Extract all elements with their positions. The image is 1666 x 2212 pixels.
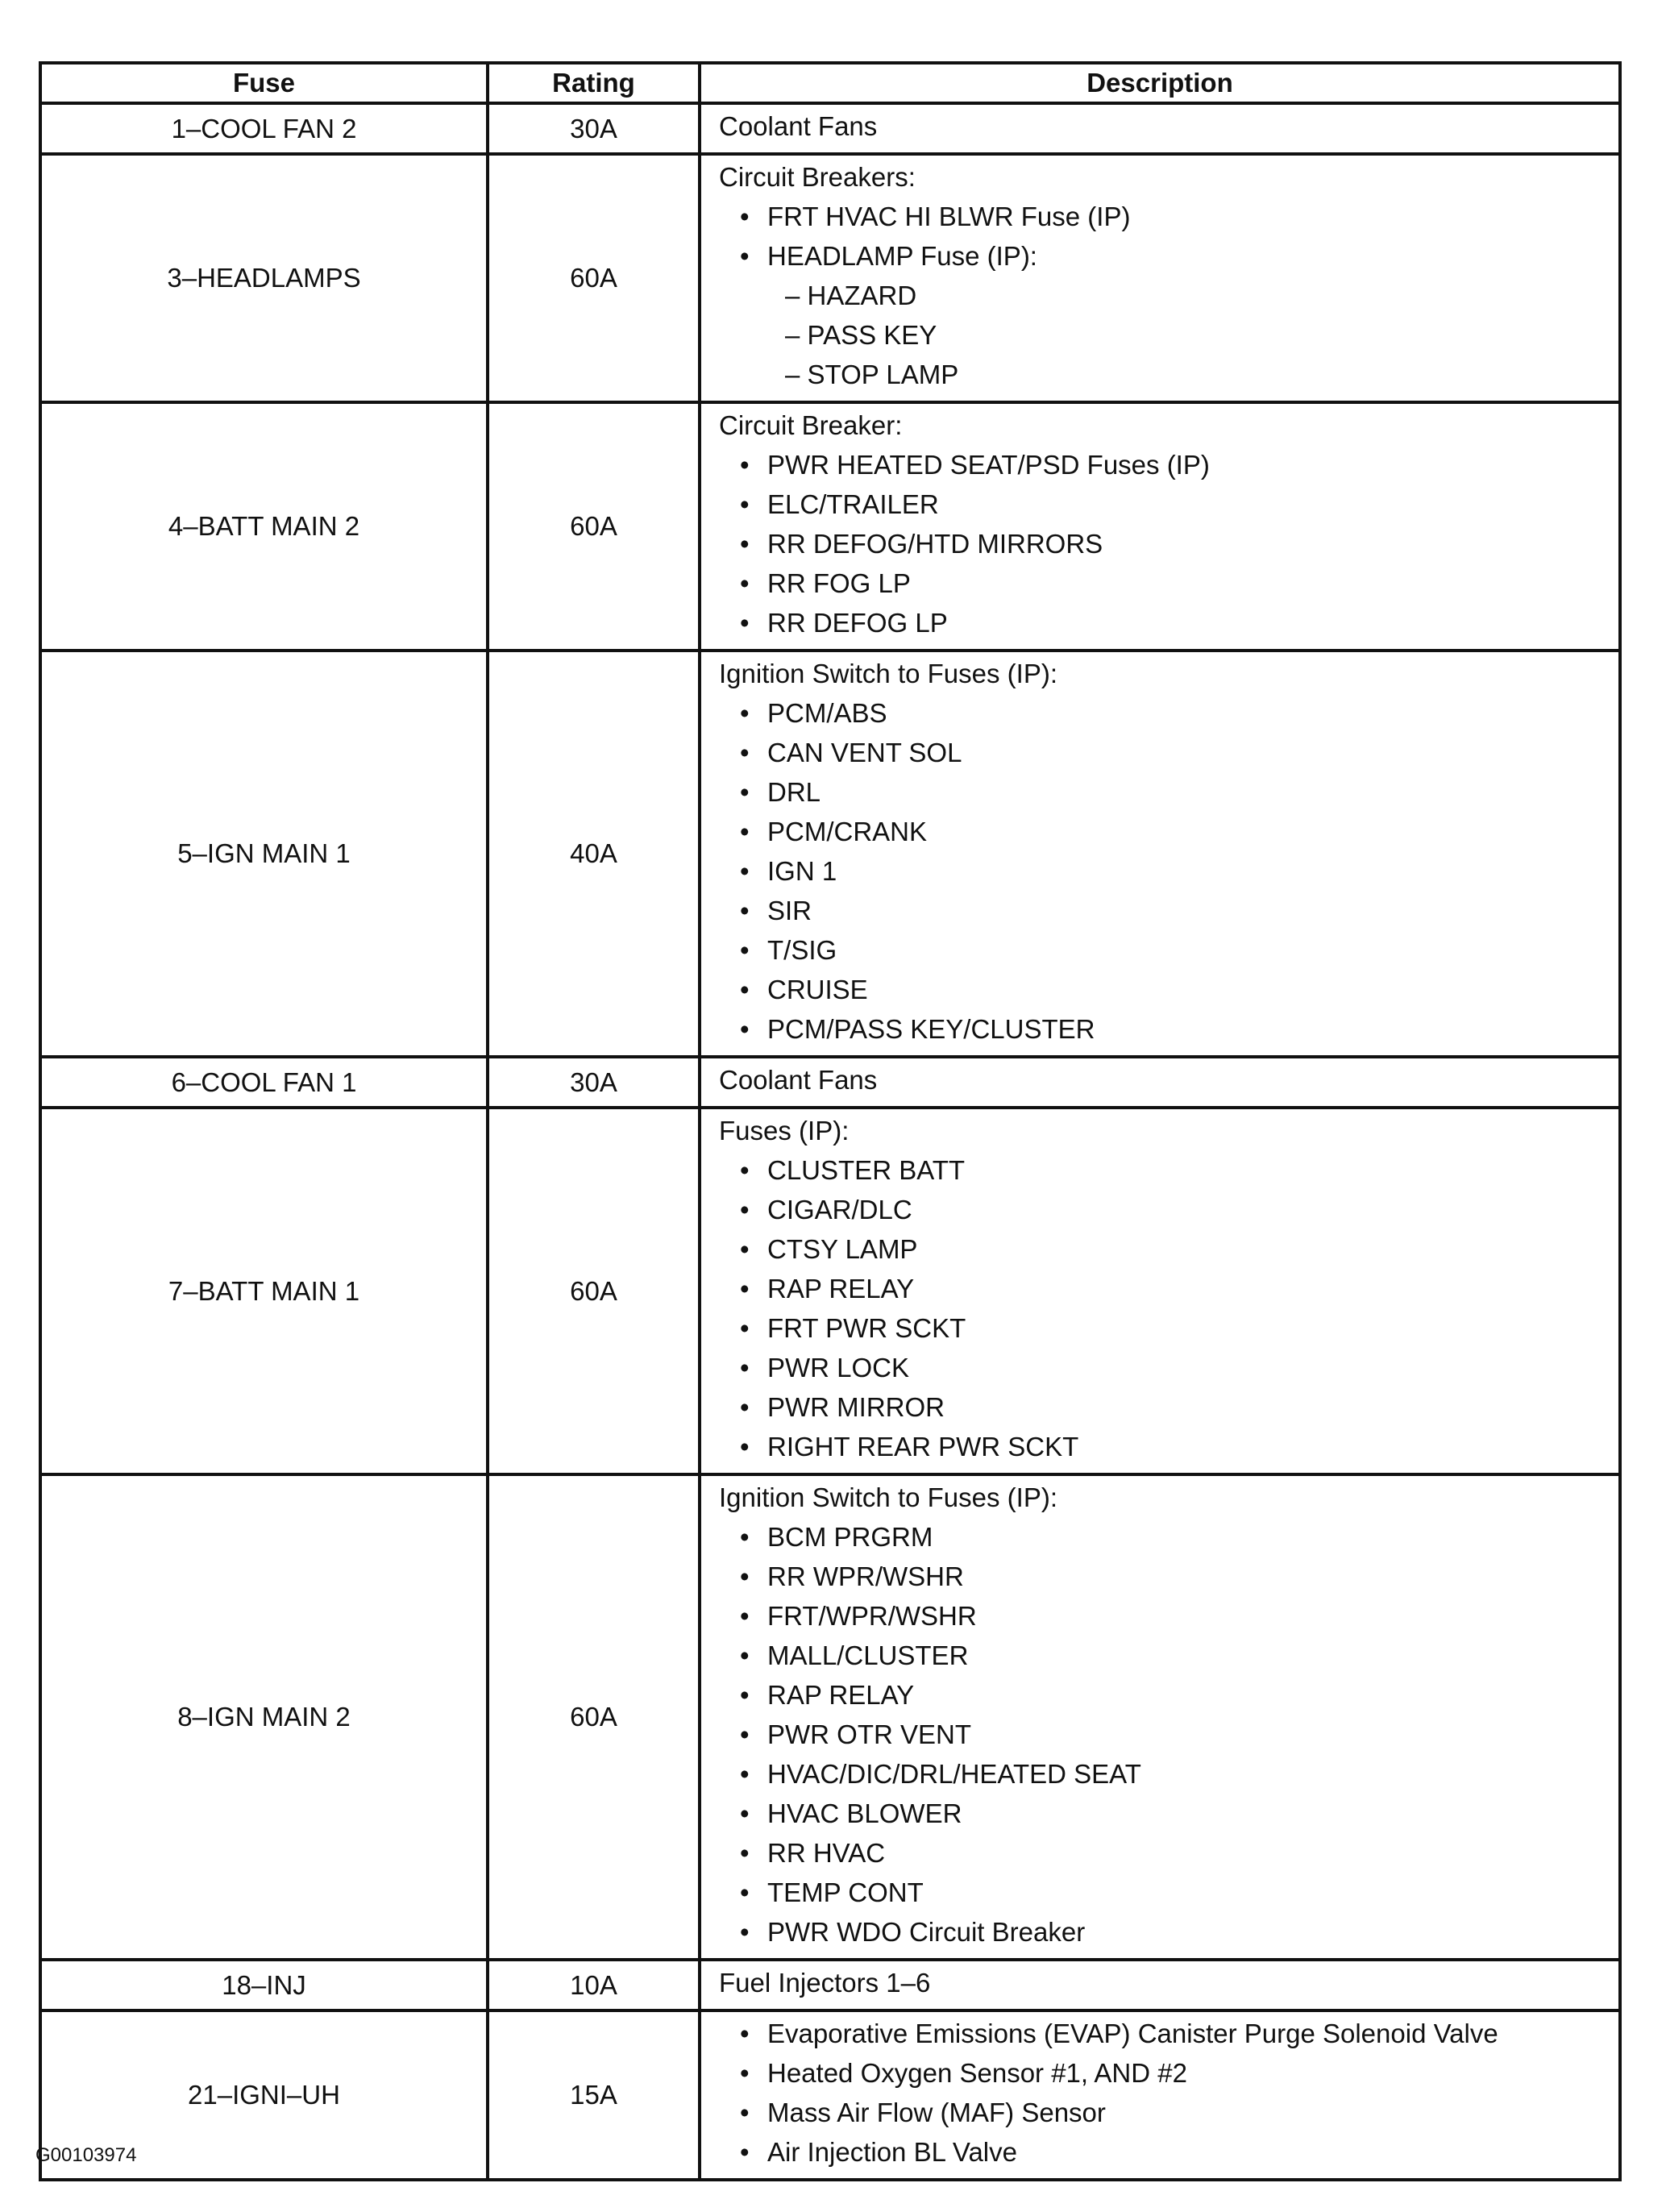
description-line-text: – PASS KEY	[785, 320, 937, 350]
description-line-text: RAP RELAY	[767, 1680, 915, 1710]
description-line-text: Coolant Fans	[719, 1065, 878, 1095]
description-line-text: HVAC/DIC/DRL/HEATED SEAT	[767, 1759, 1141, 1789]
description-line-text: CLUSTER BATT	[767, 1155, 966, 1185]
description-bullet-item	[719, 1190, 1618, 1229]
description-text	[719, 157, 1618, 197]
description-bullet-item	[719, 2053, 1618, 2093]
table-row	[40, 103, 1620, 154]
bullet-icon: •	[740, 975, 750, 1004]
description-line-text: HVAC BLOWER	[767, 1798, 962, 1828]
description-line-text: CTSY LAMP	[767, 1234, 918, 1264]
bullet-icon: •	[740, 2098, 750, 2127]
bullet-icon: •	[740, 856, 750, 886]
description-line-text: CIGAR/DLC	[767, 1195, 912, 1224]
fuse-cell: 7–BATT MAIN 1	[40, 1108, 488, 1474]
bullet-icon: •	[740, 1274, 750, 1304]
bullet-icon: •	[740, 935, 750, 965]
description-text	[719, 405, 1618, 445]
rating-cell: 60A	[488, 1474, 700, 1960]
description-bullet-item	[719, 1348, 1618, 1387]
bullet-icon: •	[740, 2058, 750, 2088]
description-line-text: PCM/CRANK	[767, 817, 928, 846]
description-bullet-item	[719, 772, 1618, 812]
bullet-icon: •	[740, 777, 750, 807]
description-bullet-item	[719, 1754, 1618, 1794]
description-bullet-item	[719, 1229, 1618, 1269]
table-row	[40, 1057, 1620, 1108]
description-bullet-item	[719, 563, 1618, 603]
bullet-icon: •	[740, 1640, 750, 1670]
bullet-icon: •	[740, 2019, 750, 2048]
bullet-icon: •	[740, 1353, 750, 1382]
bullet-icon: •	[740, 489, 750, 519]
bullet-icon: •	[740, 1877, 750, 1907]
bullet-icon: •	[740, 1522, 750, 1552]
description-line-text: Circuit Breaker:	[719, 410, 903, 440]
description-bullet-item	[719, 1517, 1618, 1557]
description-line-text: MALL/CLUSTER	[767, 1640, 969, 1670]
bullet-icon: •	[740, 698, 750, 728]
description-bullet-item	[719, 1150, 1618, 1190]
bullet-icon: •	[740, 1798, 750, 1828]
description-bullet-item	[719, 970, 1618, 1009]
bullet-icon: •	[740, 529, 750, 559]
bullet-icon: •	[740, 896, 750, 925]
description-bullet-item	[719, 693, 1618, 733]
description-line-text: SIR	[767, 896, 812, 925]
bullet-icon: •	[740, 1234, 750, 1264]
description-line-text: Fuel Injectors 1–6	[719, 1968, 931, 1998]
bullet-icon: •	[740, 1680, 750, 1710]
description-bullet-item	[719, 2014, 1618, 2053]
description-line-text: Ignition Switch to Fuses (IP):	[719, 659, 1057, 688]
description-bullet-item	[719, 2093, 1618, 2132]
bullet-icon: •	[740, 1601, 750, 1631]
bullet-icon: •	[740, 1195, 750, 1224]
description-text	[719, 1478, 1618, 1517]
bullet-icon: •	[740, 450, 750, 480]
description-bullet-item	[719, 1308, 1618, 1348]
fuse-cell: 4–BATT MAIN 2	[40, 402, 488, 651]
description-line-text: DRL	[767, 777, 821, 807]
description-bullet-item	[719, 445, 1618, 484]
description-bullet-item	[719, 1715, 1618, 1754]
table-row	[40, 2010, 1620, 2180]
description-bullet-item	[719, 812, 1618, 851]
description-bullet-item	[719, 1269, 1618, 1308]
bullet-icon: •	[740, 2137, 750, 2167]
description-line-text: Circuit Breakers:	[719, 162, 916, 192]
table-row	[40, 1108, 1620, 1474]
description-bullet-item	[719, 524, 1618, 563]
description-line-text: TEMP CONT	[767, 1877, 924, 1907]
description-bullet-item	[719, 891, 1618, 930]
table-header-row	[40, 63, 1620, 103]
description-cell	[700, 2010, 1620, 2180]
description-line-text: FRT PWR SCKT	[767, 1313, 966, 1343]
fuse-cell: 1–COOL FAN 2	[40, 103, 488, 154]
description-bullet-item	[719, 1596, 1618, 1636]
description-bullet-item	[719, 1636, 1618, 1675]
bullet-icon: •	[740, 1759, 750, 1789]
description-line-text: Heated Oxygen Sensor #1, AND #2	[767, 2058, 1187, 2088]
description-bullet-item	[719, 733, 1618, 772]
rating-cell: 30A	[488, 1057, 700, 1108]
table-row	[40, 1960, 1620, 2010]
description-text	[719, 106, 1618, 146]
description-line-text: T/SIG	[767, 935, 837, 965]
fuse-cell: 5–IGN MAIN 1	[40, 651, 488, 1057]
description-bullet-item	[719, 197, 1618, 236]
description-line-text: CRUISE	[767, 975, 868, 1004]
description-line-text: IGN 1	[767, 856, 837, 886]
description-line-text: Ignition Switch to Fuses (IP):	[719, 1482, 1057, 1512]
description-line-text: Fuses (IP):	[719, 1116, 850, 1146]
description-cell	[700, 651, 1620, 1057]
fuse-table	[39, 61, 1622, 2181]
description-sub-item	[719, 315, 1618, 355]
description-text	[719, 654, 1618, 693]
description-bullet-item	[719, 930, 1618, 970]
bullet-icon: •	[740, 817, 750, 846]
description-line-text: RR DEFOG LP	[767, 608, 948, 638]
description-bullet-item	[719, 851, 1618, 891]
description-line-text: ELC/TRAILER	[767, 489, 939, 519]
description-line-text: Air Injection BL Valve	[767, 2137, 1017, 2167]
fuse-cell: 8–IGN MAIN 2	[40, 1474, 488, 1960]
column-header-rating: Rating	[488, 63, 700, 103]
description-bullet-item	[719, 1675, 1618, 1715]
figure-code: G00103974	[35, 2144, 137, 2166]
description-cell	[700, 402, 1620, 651]
description-bullet-item	[719, 1833, 1618, 1873]
description-sub-item	[719, 276, 1618, 315]
table-body	[40, 103, 1620, 2180]
bullet-icon: •	[740, 1432, 750, 1462]
bullet-icon: •	[740, 608, 750, 638]
bullet-icon: •	[740, 1838, 750, 1868]
description-line-text: Evaporative Emissions (EVAP) Canister Purge Solenoid Valve	[767, 2019, 1498, 2048]
description-bullet-item	[719, 236, 1618, 276]
description-line-text: PCM/ABS	[767, 698, 887, 728]
fuse-cell: 18–INJ	[40, 1960, 488, 2010]
table-row	[40, 154, 1620, 402]
description-bullet-item	[719, 1009, 1618, 1049]
description-line-text: RR FOG LP	[767, 568, 911, 598]
fuse-cell: 6–COOL FAN 1	[40, 1057, 488, 1108]
description-text	[719, 1111, 1618, 1150]
description-line-text: RR WPR/WSHR	[767, 1561, 964, 1591]
bullet-icon: •	[740, 1917, 750, 1947]
description-cell	[700, 1960, 1620, 2010]
description-cell	[700, 1108, 1620, 1474]
description-line-text: FRT HVAC HI BLWR Fuse (IP)	[767, 202, 1131, 231]
description-cell	[700, 154, 1620, 402]
bullet-icon: •	[740, 241, 750, 271]
table-row	[40, 651, 1620, 1057]
description-bullet-item	[719, 1557, 1618, 1596]
description-line-text: Mass Air Flow (MAF) Sensor	[767, 2098, 1106, 2127]
rating-cell: 30A	[488, 103, 700, 154]
description-line-text: RIGHT REAR PWR SCKT	[767, 1432, 1079, 1462]
bullet-icon: •	[740, 202, 750, 231]
description-bullet-item	[719, 603, 1618, 642]
fuse-cell: 21–IGNI–UH	[40, 2010, 488, 2180]
description-sub-item	[719, 355, 1618, 394]
description-line-text: FRT/WPR/WSHR	[767, 1601, 977, 1631]
bullet-icon: •	[740, 1155, 750, 1185]
description-line-text: RR HVAC	[767, 1838, 886, 1868]
description-line-text: BCM PRGRM	[767, 1522, 933, 1552]
description-bullet-item	[719, 2132, 1618, 2172]
description-line-text: – HAZARD	[785, 281, 917, 310]
rating-cell: 60A	[488, 402, 700, 651]
bullet-icon: •	[740, 1014, 750, 1044]
fuse-cell: 3–HEADLAMPS	[40, 154, 488, 402]
description-bullet-item	[719, 1912, 1618, 1952]
description-cell	[700, 103, 1620, 154]
rating-cell: 60A	[488, 1108, 700, 1474]
description-line-text: CAN VENT SOL	[767, 738, 962, 767]
description-line-text: RAP RELAY	[767, 1274, 915, 1304]
bullet-icon: •	[740, 1719, 750, 1749]
description-text	[719, 1060, 1618, 1100]
column-header-description: Description	[700, 63, 1620, 103]
description-bullet-item	[719, 1387, 1618, 1427]
description-text	[719, 1963, 1618, 2002]
table-row	[40, 402, 1620, 651]
description-line-text: – STOP LAMP	[785, 360, 959, 389]
description-bullet-item	[719, 1427, 1618, 1466]
bullet-icon: •	[740, 1392, 750, 1422]
description-line-text: PWR LOCK	[767, 1353, 910, 1382]
description-cell	[700, 1057, 1620, 1108]
bullet-icon: •	[740, 568, 750, 598]
rating-cell: 40A	[488, 651, 700, 1057]
bullet-icon: •	[740, 1313, 750, 1343]
bullet-icon: •	[740, 1561, 750, 1591]
description-line-text: PWR HEATED SEAT/PSD Fuses (IP)	[767, 450, 1210, 480]
rating-cell: 10A	[488, 1960, 700, 2010]
description-line-text: PCM/PASS KEY/CLUSTER	[767, 1014, 1095, 1044]
description-bullet-item	[719, 1794, 1618, 1833]
description-line-text: PWR WDO Circuit Breaker	[767, 1917, 1086, 1947]
description-bullet-item	[719, 484, 1618, 524]
table-row	[40, 1474, 1620, 1960]
bullet-icon: •	[740, 738, 750, 767]
description-line-text: HEADLAMP Fuse (IP):	[767, 241, 1037, 271]
column-header-fuse: Fuse	[40, 63, 488, 103]
description-cell	[700, 1474, 1620, 1960]
description-line-text: Coolant Fans	[719, 111, 878, 141]
description-bullet-item	[719, 1873, 1618, 1912]
description-line-text: PWR OTR VENT	[767, 1719, 971, 1749]
rating-cell: 60A	[488, 154, 700, 402]
description-line-text: PWR MIRROR	[767, 1392, 945, 1422]
description-line-text: RR DEFOG/HTD MIRRORS	[767, 529, 1103, 559]
rating-cell: 15A	[488, 2010, 700, 2180]
